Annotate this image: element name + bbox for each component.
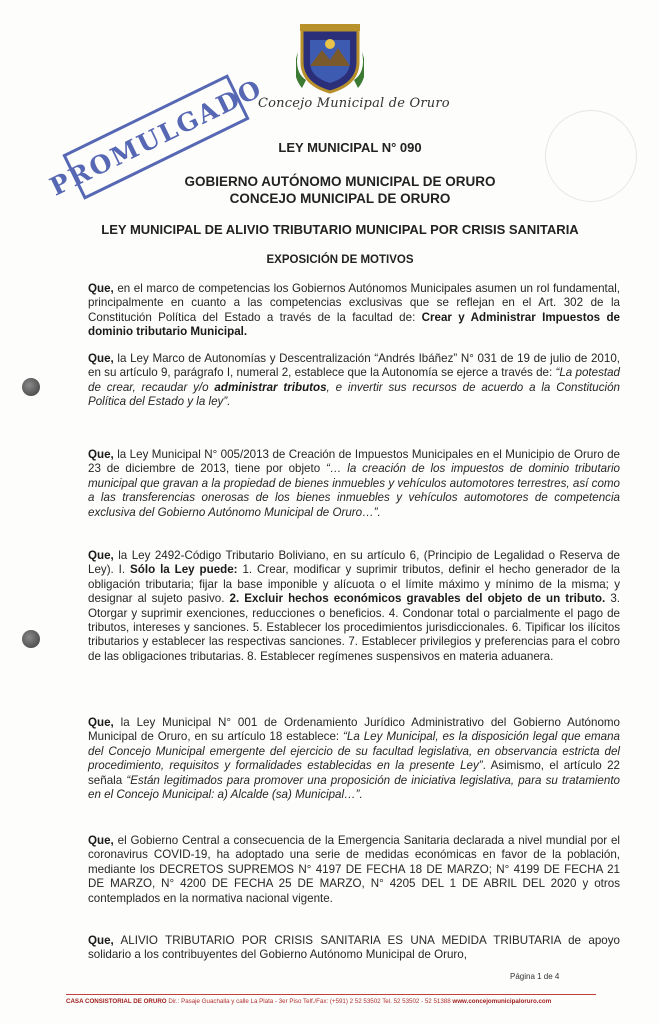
law-number: LEY MUNICIPAL N° 090 <box>278 140 422 155</box>
paragraph-lead: Que, <box>88 448 114 461</box>
paragraph-4: Que, la Ley 2492-Código Tributario Boliviano, en su artículo 6, (Principio de Legalidad o Reserva de Ley). I. Sólo la Ley puede: 1. Crear, modificar y suprimir tributos, definir el hecho generador de la obligación tributaria; fijar la base imponible y alícuota o el límite máximo y mínimo de la misma; y designar al sujeto pasivo. 2. Excluir hechos económicos gravables del objeto de un tributo. 3. Otorgar y suprimir exenciones, reducciones o beneficios. 4. Condonar total o parcialmente el pago de tributos, intereses y sanciones. 5. Establecer los procedimientos jurisdiccionales. 6. Tipificar los ilícitos tributarios y establecer las respectivas sanciones. 7. Establecer privilegios y preferencias para el cobro de las obligaciones tributarias. 8. Establecer regímenes suspensivos en materia aduanera. <box>88 549 620 663</box>
paragraph-lead: Que, <box>88 282 114 295</box>
paragraph-7: Que, ALIVIO TRIBUTARIO POR CRISIS SANITARIA ES UNA MEDIDA TRIBUTARIA de apoyo solidario a los contribuyentes del Gobierno Autónomo Municipal de Oruro, <box>88 934 620 962</box>
punch-hole-top <box>22 378 40 396</box>
footer-divider <box>66 994 596 995</box>
paragraph-lead: Que, <box>88 549 114 562</box>
punch-hole-bottom <box>22 630 40 648</box>
paragraph-6: Que, el Gobierno Central a consecuencia de la Emergencia Sanitaria declarada a nivel mundial por el coronavirus COVID-19, ha adoptado una serie de medidas económicas en favor de la población, mediante los DECRETOS SUPREMOS N° 4197 DE FECHA 18 DE MARZO; N° 4199 DE FECHA 21 DE MARZO, N° 4200 DE FECHA 25 DE MARZO, N° 4205 DEL 1 DE ABRIL DEL 2020 y otros contemplados en la normativa nacional vigente. <box>88 834 620 905</box>
paragraph-lead: Que, <box>88 834 114 847</box>
footer-name: CASA CONSISTORIAL DE ORURO <box>66 998 167 1005</box>
footer-details: Dir.: Pasaje Guachalla y calle La Plata - 3er Piso Telf./Fax: (+591) 2 52 53502 Tel. 52 53502 - 52 51388 <box>166 998 453 1005</box>
municipal-crest-icon <box>296 22 364 94</box>
paragraph-lead: Que, <box>88 716 114 729</box>
footer-website: www.concejomunicipaloruro.com <box>452 998 552 1005</box>
footer <box>66 998 606 1005</box>
page-number: Página 1 de 4 <box>510 972 560 981</box>
section-title: EXPOSICIÓN DE MOTIVOS <box>266 254 414 266</box>
government-line-2: CONCEJO MUNICIPAL DE ORURO <box>229 191 451 206</box>
paragraph-5: Que, la Ley Municipal N° 001 de Ordenamiento Jurídico Administrativo del Gobierno Autónomo Municipal de Oruro, en su artículo 18 establece: “La Ley Municipal, es la disposición legal que emana del Concejo Municipal emergente del ejercicio de su facultad legislativa, en observancia estricta del procedimiento, requisitos y formalidades establecidas en la presente Ley”. Asimismo, el artículo 22 señala “Están legitimados para promover una proposición de iniciativa legislativa, para su tratamiento en el Concejo Municipal: a) Alcalde (sa) Municipal…”. <box>88 716 621 802</box>
paragraph-2: Que, la Ley Marco de Autonomías y Descentralización “Andrés Ibáñez” N° 031 de 19 de julio de 2010, en su artículo 9, parágrafo I, numeral 2, establece que la Autonomía se ejerce a través de: “La potestad de crear, recaudar y/o administrar tributos, e invertir sus recursos de acuerdo a la Constitución Política del Estado y la ley”. <box>88 352 620 409</box>
paragraph-lead: Que, <box>88 352 114 365</box>
paragraph-3: Que, la Ley Municipal N° 005/2013 de Creación de Impuestos Municipales en el Municipio de Oruro de 23 de diciembre de 2013, tiene por objeto “… la creación de los impuestos de dominio tributario municipal que gravan a la propiedad de bienes inmuebles y vehículos automotores terrestres, así como a las transferencias onerosas de los bienes inmuebles y vehículos automotores de competencia exclusiva del Gobierno Autónomo Municipal de Oruro…”. <box>88 448 621 519</box>
paragraph-lead: Que, <box>88 934 114 947</box>
government-line-1: GOBIERNO AUTÓNOMO MUNICIPAL DE ORURO <box>184 174 496 189</box>
law-title: LEY MUNICIPAL DE ALIVIO TRIBUTARIO MUNICIPAL POR CRISIS SANITARIA <box>101 222 579 237</box>
paragraph-1: Que, en el marco de competencias los Gobiernos Autónomos Municipales asumen un rol fundamental, principalmente en cuanto a las competencias exclusivas que se reflejan en el Art. 302 de la Constitución Política del Estado a través de la facultad de: Crear y Administrar Impuestos de dominio tributario Municipal. <box>88 282 620 339</box>
promulgated-stamp: PROMULGADO <box>45 72 267 202</box>
council-name-script: Concejo Municipal de Oruro <box>258 96 450 111</box>
